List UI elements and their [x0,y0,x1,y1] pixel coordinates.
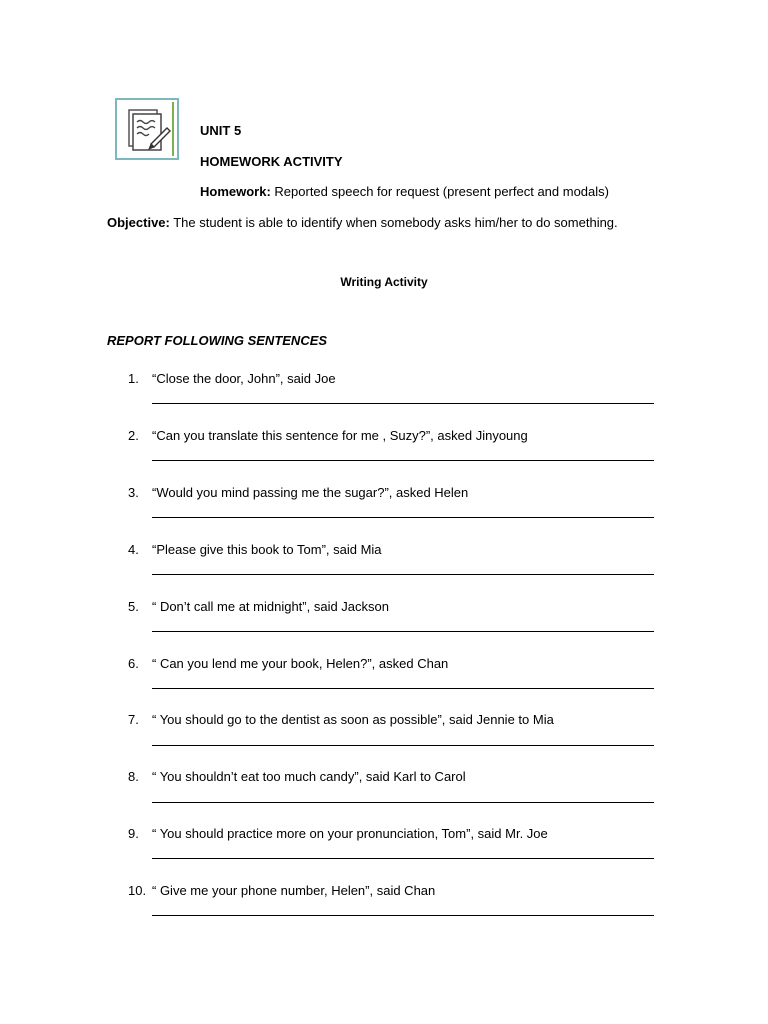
item-number: 9. [128,826,139,841]
item-number: 4. [128,542,139,557]
homework-label: Homework: [200,184,271,199]
objective-text: The student is able to identify when somebody asks him/her to do something. [169,215,618,230]
answer-line[interactable] [152,688,654,689]
item-sentence: “Close the door, John”, said Joe [152,371,336,386]
item-number: 7. [128,712,139,727]
answer-line[interactable] [152,517,654,518]
homework-line [200,184,609,200]
item-sentence: “ You should go to the dentist as soon as possible”, said Jennie to Mia [152,712,554,727]
objective-line [107,215,618,231]
item-sentence: “ Give me your phone number, Helen”, said Chan [152,883,436,898]
answer-line[interactable] [152,574,654,575]
item-number: 1. [128,371,139,386]
item-sentence: “Please give this book to Tom”, said Mia [152,542,382,557]
objective-label: Objective: [107,215,170,230]
answer-line[interactable] [152,631,654,632]
item-number: 6. [128,656,139,671]
item-number: 8. [128,769,139,784]
item-sentence: “Can you translate this sentence for me , Suzy?”, asked Jinyoung [152,428,528,443]
answer-line[interactable] [152,403,654,404]
item-sentence: “ Don’t call me at midnight”, said Jackson [152,599,389,614]
answer-line[interactable] [152,460,654,461]
activity-type-label: HOMEWORK ACTIVITY [200,154,343,169]
answer-line[interactable] [152,745,654,746]
homework-logo [115,98,179,160]
unit-label: UNIT 5 [200,123,242,138]
answer-line[interactable] [152,915,654,916]
instructions-heading: REPORT FOLLOWING SENTENCES [107,333,328,348]
item-sentence: “ You should practice more on your pronunciation, Tom”, said Mr. Joe [152,826,548,841]
item-sentence: “ You shouldn’t eat too much candy”, said Karl to Carol [152,769,466,784]
notepad-pen-icon [117,100,177,158]
homework-text: Reported speech for request (present perfect and modals) [270,184,609,199]
answer-line[interactable] [152,858,654,859]
answer-line[interactable] [152,802,654,803]
item-sentence: “ Can you lend me your book, Helen?”, asked Chan [152,656,449,671]
item-number: 10. [128,883,147,898]
section-title: Writing Activity [340,275,428,289]
item-number: 2. [128,428,139,443]
item-number: 5. [128,599,139,614]
item-number: 3. [128,485,139,500]
item-sentence: “Would you mind passing me the sugar?”, asked Helen [152,485,469,500]
